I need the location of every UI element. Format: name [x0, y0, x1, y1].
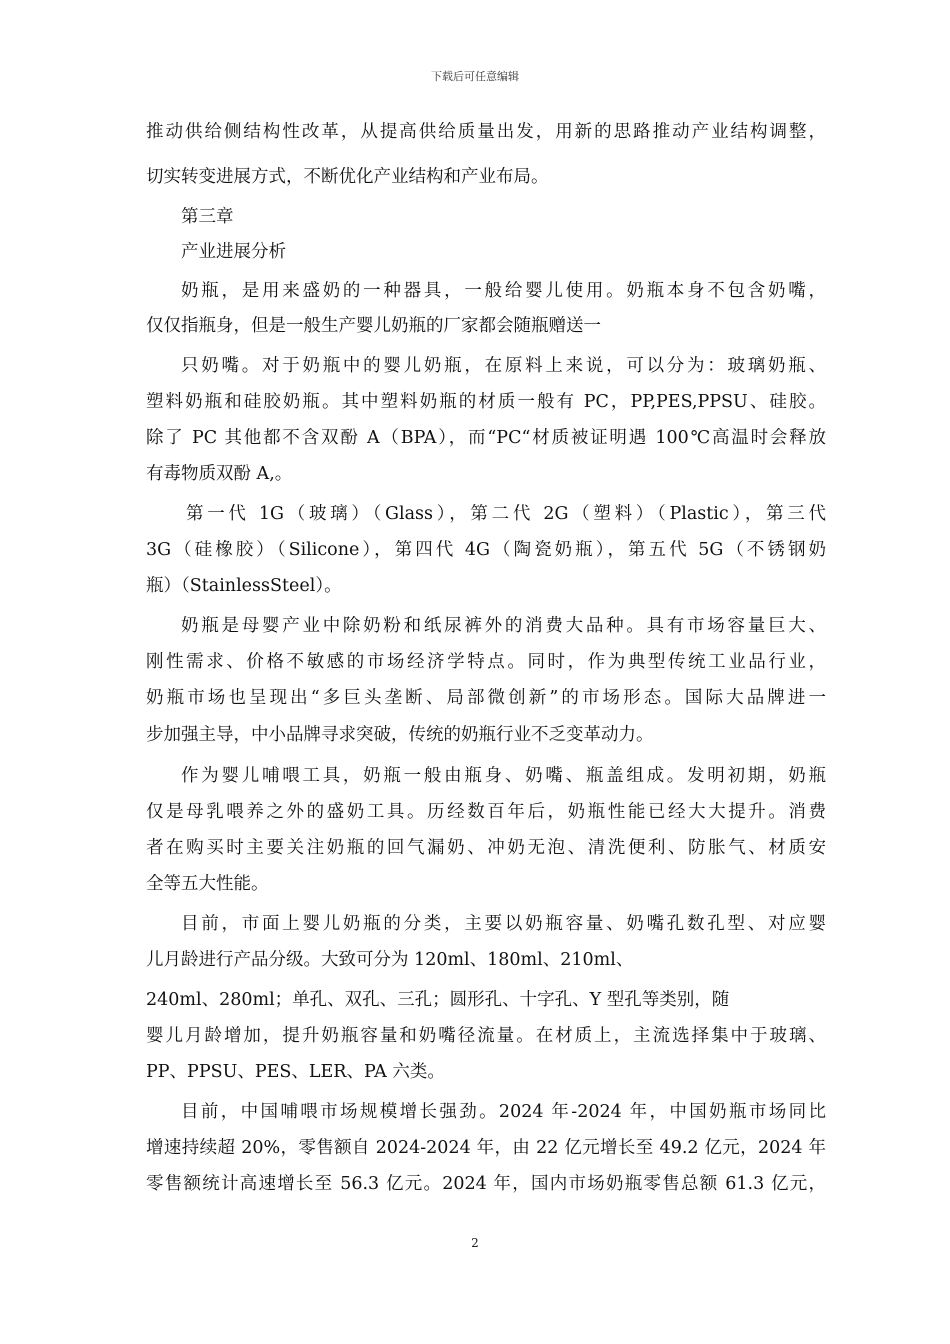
text-line: 第一代 1G（玻璃）（Glass），第二代 2G（塑料）（Plastic），第三代 — [186, 504, 826, 524]
text-line: 儿月龄进行产品分级。大致可分为 120ml、180ml、210ml、 — [146, 950, 634, 970]
text-line: 切实转变进展方式，不断优化产业结构和产业布局。 — [146, 167, 549, 187]
text-line: 目前，中国哺喂市场规模增长强劲。2024 年-2024 年，中国奶瓶市场同比 — [181, 1102, 826, 1122]
text-line: 零售额统计高速增长至 56.3 亿元。2024 年，国内市场奶瓶零售总额 61.3 亿元， — [146, 1174, 826, 1194]
text-line: 除了 PC 其他都不含双酚 A（BPA），而“PC“材质被证明遇 100℃高温时会释放 — [146, 428, 826, 448]
page-header: 下载后可任意编辑 — [431, 70, 519, 83]
text-line: 仅是母乳喂养之外的盛奶工具。历经数百年后，奶瓶性能已经大大提升。消费 — [146, 802, 826, 822]
text-line: 奶瓶是母婴产业中除奶粉和纸尿裤外的消费大品种。具有市场容量巨大、 — [181, 616, 826, 636]
text-line: 目前，市面上婴儿奶瓶的分类，主要以奶瓶容量、奶嘴孔数孔型、对应婴 — [181, 914, 826, 934]
text-line: 作为婴儿哺喂工具，奶瓶一般由瓶身、奶嘴、瓶盖组成。发明初期，奶瓶 — [181, 766, 826, 786]
text-line: 3G（硅橡胶）（Silicone），第四代 4G（陶瓷奶瓶），第五代 5G（不锈钢奶 — [146, 540, 826, 560]
text-line: 240ml、280ml；单孔、双孔、三孔；圆形孔、十字孔、Y 型孔等类别，随 — [146, 990, 730, 1010]
page-number: 2 — [471, 1236, 479, 1250]
text-line: 有毒物质双酚 A,。 — [146, 464, 293, 484]
text-line: PP、PPSU、PES、LER、PA 六类。 — [146, 1062, 445, 1082]
text-line: 塑料奶瓶和硅胶奶瓶。其中塑料奶瓶的材质一般有 PC，PP,PES,PPSU、硅胶。 — [146, 392, 826, 412]
section-heading: 产业进展分析 — [181, 242, 286, 262]
text-line: 奶瓶市场也呈现出“多巨头垄断、局部微创新”的市场形态。国际大品牌进一 — [146, 688, 826, 708]
chapter-heading: 第三章 — [181, 207, 234, 227]
text-line: 仅仅指瓶身，但是一般生产婴儿奶瓶的厂家都会随瓶赠送一 — [146, 316, 601, 336]
text-line: 瓶）（StainlessSteel）。 — [146, 576, 342, 596]
text-line: 推动供给侧结构性改革，从提高供给质量出发，用新的思路推动产业结构调整， — [146, 122, 826, 142]
text-line: 者在购买时主要关注奶瓶的回气漏奶、冲奶无泡、清洗便利、防胀气、材质安 — [146, 838, 826, 858]
text-line: 奶瓶，是用来盛奶的一种器具，一般给婴儿使用。奶瓶本身不包含奶嘴， — [181, 281, 826, 301]
text-line: 步加强主导，中小品牌寻求突破，传统的奶瓶行业不乏变革动力。 — [146, 725, 654, 745]
text-line: 刚性需求、价格不敏感的市场经济学特点。同时，作为典型传统工业品行业， — [146, 652, 826, 672]
text-line: 全等五大性能。 — [146, 874, 269, 894]
text-line: 增速持续超 20%，零售额自 2024-2024 年，由 22 亿元增长至 49.2 亿元，2024 年 — [146, 1138, 826, 1158]
text-line: 只奶嘴。对于奶瓶中的婴儿奶瓶，在原料上来说，可以分为：玻璃奶瓶、 — [181, 356, 826, 376]
text-line: 婴儿月龄增加，提升奶瓶容量和奶嘴径流量。在材质上，主流选择集中于玻璃、 — [146, 1026, 826, 1046]
